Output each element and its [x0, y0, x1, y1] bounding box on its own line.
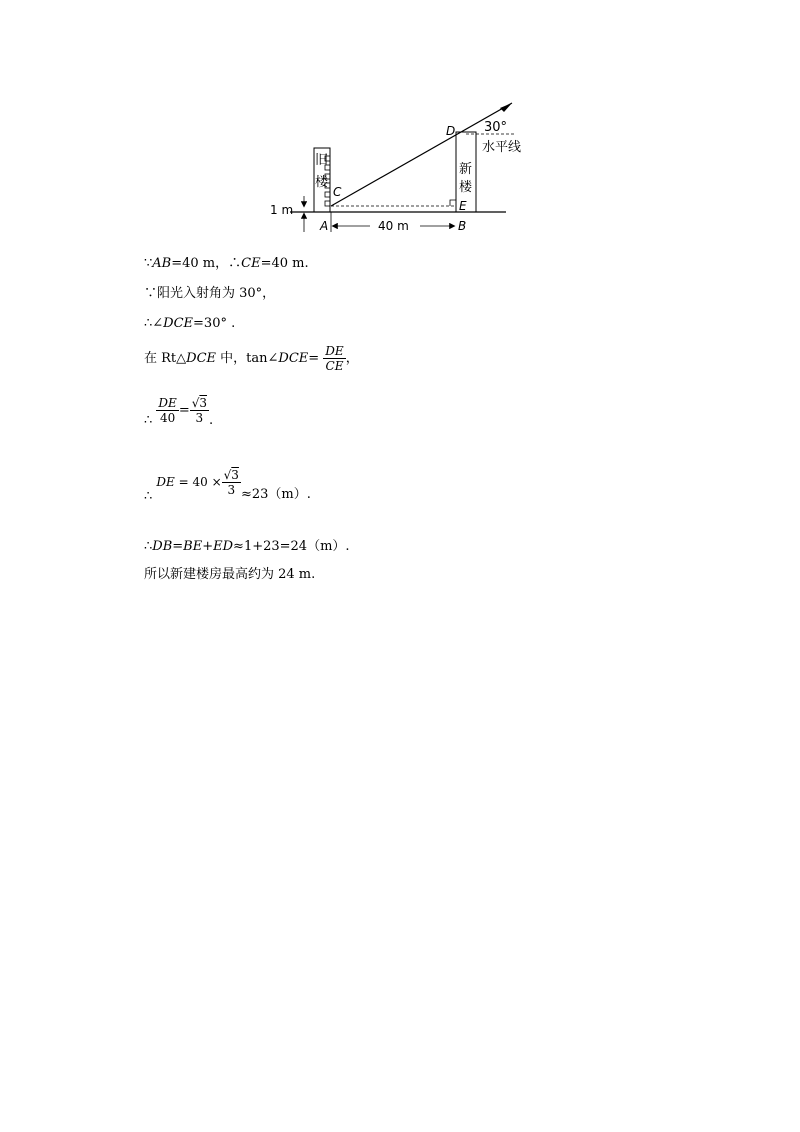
ce-value: =40 m.	[260, 256, 309, 271]
therefore-symbol: ∴	[144, 539, 153, 554]
comma: ，	[345, 351, 359, 366]
solution-line-5	[144, 396, 213, 429]
solution-line-8	[144, 567, 315, 583]
angle-label: 30°	[484, 120, 508, 135]
incidence-angle-text: ∵阳光入射角为 30°，	[144, 286, 276, 301]
point-d-label: D	[446, 124, 456, 138]
times-forty: = 40 ×	[174, 475, 222, 489]
therefore-symbol: ∴	[144, 413, 153, 428]
tan-text: 中，tan∠	[216, 351, 279, 366]
solution-line-1	[144, 256, 309, 272]
point-b-label: B	[458, 219, 467, 233]
radicand: 3	[231, 468, 239, 482]
point-a-label: A	[320, 219, 329, 233]
solution-line-7	[144, 539, 350, 555]
old-building-label-1: 旧	[315, 153, 329, 168]
fraction-numerator	[222, 468, 241, 482]
angle-dce: DCE	[163, 316, 194, 331]
equals-sign: =	[308, 351, 320, 366]
fraction-denominator: 40	[156, 410, 178, 425]
segment-ce: CE	[241, 256, 261, 271]
ab-value: =40 m，	[171, 256, 229, 271]
point-e-label: E	[459, 199, 467, 213]
angle-value: =30° .	[193, 316, 236, 331]
therefore-symbol: ∴	[228, 256, 242, 271]
right-angle-mark	[450, 200, 456, 206]
segment-be: BE	[183, 539, 203, 554]
angle-prefix: ∴∠	[144, 316, 164, 331]
sun-ray-arrowhead	[500, 103, 512, 112]
tan-angle-dce: DCE	[278, 351, 309, 366]
sqrt-symbol: √	[223, 468, 232, 482]
plus-sign: +	[202, 539, 214, 554]
solution-line-3	[144, 316, 235, 332]
horizontal-line-label: 水平线	[482, 140, 522, 155]
segment-de: DE	[156, 475, 175, 489]
fraction-numerator: DE	[158, 396, 177, 410]
fraction-denominator: 3	[222, 482, 241, 497]
triangle-dce: DCE	[186, 351, 217, 366]
segment-ab: AB	[152, 256, 172, 271]
conclusion-text: 所以新建楼房最高约为 24 m.	[144, 567, 316, 582]
solution-line-2	[144, 286, 275, 302]
radicand: 3	[199, 396, 208, 410]
new-building-label-1: 新	[459, 162, 473, 177]
fraction-denominator: CE	[323, 358, 345, 373]
rt-triangle-prefix: 在 Rt△	[144, 351, 187, 366]
equals-sign: =	[178, 403, 190, 418]
geometry-figure	[260, 98, 540, 240]
sqrt-symbol: √	[191, 396, 200, 410]
equals-sign: =	[172, 539, 184, 554]
fraction-de-over-ce	[323, 344, 345, 373]
db-value: ≈1+23=24（m）.	[233, 539, 350, 554]
old-building-label-2: 楼	[315, 175, 329, 190]
new-building-label-2: 楼	[459, 180, 473, 195]
therefore-symbol: ∴	[144, 489, 153, 504]
fraction-numerator	[190, 396, 209, 410]
fraction-numerator: DE	[325, 344, 344, 358]
fraction-denominator: 3	[190, 410, 209, 425]
segment-ed: ED	[213, 539, 234, 554]
forty-meter-label: 40 m	[378, 219, 409, 233]
solution-line-6	[144, 468, 311, 505]
one-meter-label: 1 m	[270, 203, 294, 217]
fraction-sqrt3-over-3	[222, 468, 241, 497]
segment-db: DB	[152, 539, 173, 554]
approx-value: ≈23（m）.	[240, 487, 311, 502]
period: .	[209, 413, 214, 428]
fraction-sqrt3-over-3	[190, 396, 209, 425]
point-c-label: C	[333, 185, 342, 199]
solution-line-4	[144, 344, 359, 373]
fraction-de-over-40	[156, 396, 178, 425]
because-symbol: ∵	[144, 256, 153, 271]
